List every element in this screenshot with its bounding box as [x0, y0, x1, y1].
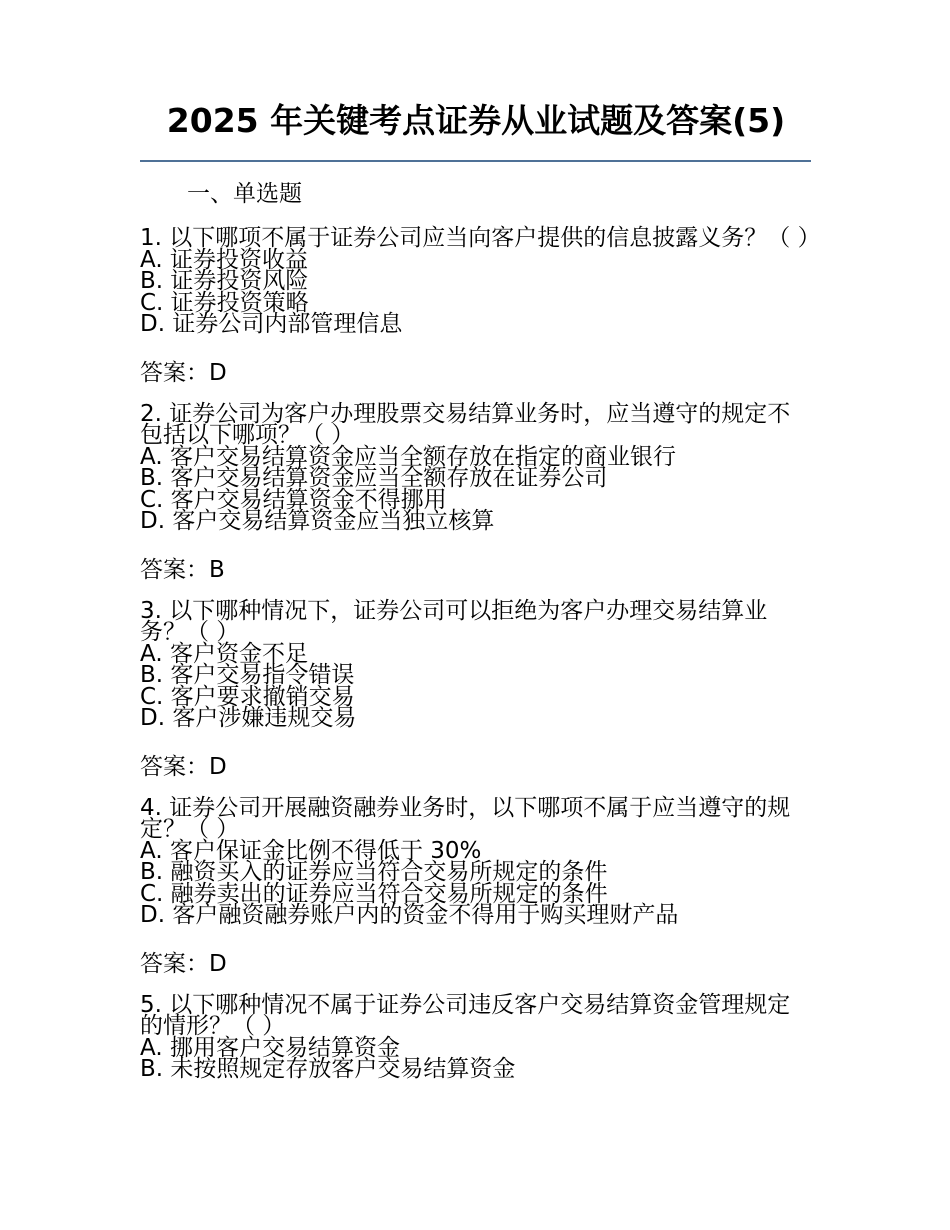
option-a: A. 客户资金不足 — [140, 640, 308, 667]
option-list — [140, 837, 812, 928]
option-b: B. 客户交易指令错误 — [140, 662, 355, 688]
option-c: C. 证券投资策略 — [140, 289, 309, 316]
answer-text: 答案：D — [140, 753, 227, 780]
option-d: D. 客户融资融券账户内的资金不得用于购买理财产品 — [140, 902, 679, 928]
question-5 — [140, 991, 812, 1082]
option-b: B. 证券投资风险 — [140, 268, 309, 294]
option-d: D. 客户交易结算资金应当独立核算 — [140, 508, 495, 534]
question-2 — [140, 400, 812, 586]
option-b: B. 未按照规定存放客户交易结算资金 — [140, 1056, 516, 1082]
title-divider — [140, 160, 811, 162]
option-b: B. 融资买入的证券应当符合交易所规定的条件 — [140, 859, 608, 885]
option-a: A. 客户交易结算资金应当全额存放在指定的商业银行 — [140, 443, 676, 470]
question-stem: 2. 证券公司为客户办理股票交易结算业务时，应当遵守的规定不包括以下哪项？（ ） — [140, 400, 791, 448]
option-a: A. 挪用客户交易结算资金 — [140, 1034, 400, 1061]
option-a: A. 客户保证金比例不得低于 30% — [140, 837, 482, 864]
question-stem: 1. 以下哪项不属于证券公司应当向客户提供的信息披露义务？（ ） — [140, 225, 821, 251]
document-title: 2025 年关键考点证券从业试题及答案(5) — [166, 101, 786, 140]
option-b: B. 客户交易结算资金应当全额存放在证券公司 — [140, 465, 608, 491]
question-1 — [140, 225, 821, 389]
option-d: D. 客户涉嫌违规交易 — [140, 705, 357, 731]
section-heading: 一、单选题 — [187, 181, 302, 207]
option-d: D. 证券公司内部管理信息 — [140, 311, 403, 337]
option-list — [140, 246, 812, 337]
option-list — [140, 443, 812, 534]
question-4 — [140, 794, 812, 980]
question-stem: 3. 以下哪种情况下，证券公司可以拒绝为客户办理交易结算业务？（ ） — [140, 597, 768, 645]
option-c: C. 客户交易结算资金不得挪用 — [140, 486, 447, 513]
option-list — [140, 1034, 812, 1082]
answer-text: 答案：D — [140, 950, 227, 977]
option-list — [140, 640, 812, 731]
question-list — [140, 224, 821, 1082]
question-3 — [140, 597, 812, 783]
answer-text: 答案：B — [140, 556, 225, 583]
question-stem: 4. 证券公司开展融资融券业务时，以下哪项不属于应当遵守的规定？（ ） — [140, 794, 791, 842]
question-stem: 5. 以下哪种情况不属于证券公司违反客户交易结算资金管理规定的情形？（ ） — [140, 991, 791, 1039]
option-a: A. 证券投资收益 — [140, 246, 308, 273]
option-c: C. 客户要求撤销交易 — [140, 683, 355, 710]
option-c: C. 融券卖出的证券应当符合交易所规定的条件 — [140, 880, 608, 907]
answer-text: 答案：D — [140, 359, 227, 386]
